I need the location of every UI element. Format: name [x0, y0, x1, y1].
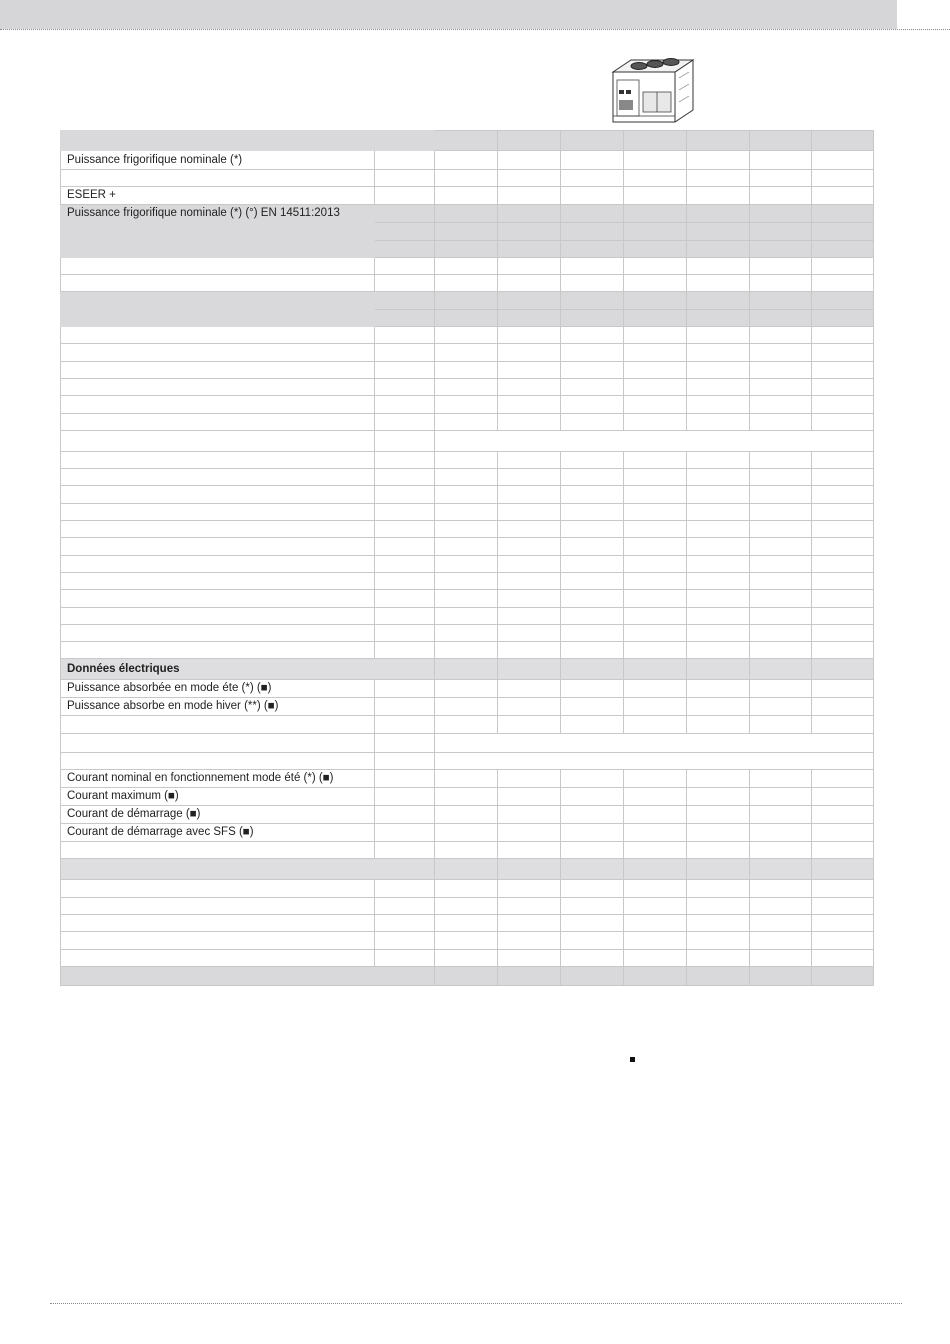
- table-row: [61, 430, 874, 451]
- specifications-table: [60, 130, 874, 986]
- section-header: [61, 859, 874, 880]
- table-row: [61, 607, 874, 624]
- table-row: [61, 170, 874, 187]
- table-row: [61, 733, 874, 752]
- table-row: [61, 716, 874, 733]
- table-row: [61, 187, 874, 205]
- header-rule: [0, 29, 950, 30]
- table-row: [61, 451, 874, 468]
- table-row: [61, 949, 874, 966]
- table-row: [61, 824, 874, 842]
- table-row: [61, 292, 874, 309]
- table-row: [61, 275, 874, 292]
- chiller-unit-icon: [605, 50, 701, 126]
- table-row: [61, 413, 874, 430]
- table-row: [61, 914, 874, 931]
- table-row: [61, 538, 874, 555]
- table-footer-row: [61, 966, 874, 985]
- table-row: [61, 327, 874, 344]
- table-row: [61, 361, 874, 378]
- table-row: [61, 555, 874, 572]
- table-row: [61, 205, 874, 223]
- table-row: [61, 309, 874, 326]
- table-row: [61, 396, 874, 413]
- row-label: Courant nominal en fonctionnement mode été (*) (■): [61, 770, 375, 788]
- table-row: [61, 486, 874, 503]
- table-row: [61, 932, 874, 949]
- table-row: [61, 806, 874, 824]
- row-label: Courant maximum (■): [61, 788, 375, 806]
- table-row: [61, 521, 874, 538]
- table-row: [61, 590, 874, 607]
- note-bullet-icon: [630, 1057, 635, 1062]
- table-row: [61, 344, 874, 361]
- row-label: Courant de démarrage avec SFS (■): [61, 824, 375, 842]
- row-label: Puissance absorbée en mode éte (*) (■): [61, 680, 375, 698]
- table-row: [61, 880, 874, 897]
- table-row: [61, 752, 874, 769]
- footer-rule: [50, 1303, 902, 1304]
- table-row: [61, 503, 874, 520]
- header-band: [0, 0, 897, 29]
- row-label: Courant de démarrage (■): [61, 806, 375, 824]
- table-row: [61, 698, 874, 716]
- section-header-electrical: Données électriques: [61, 659, 874, 680]
- table-row: [61, 240, 874, 257]
- table-row: [61, 897, 874, 914]
- table-row: [61, 788, 874, 806]
- table-row: [61, 770, 874, 788]
- table-row: [61, 572, 874, 589]
- table-row: [61, 223, 874, 240]
- table-header-row: [61, 131, 874, 151]
- table-row: [61, 642, 874, 659]
- table-row: [61, 469, 874, 486]
- row-label: Puissance frigorifique nominale (*): [61, 151, 375, 170]
- row-label: Puissance absorbe en mode hiver (**) (■): [61, 698, 375, 716]
- row-label: ESEER +: [61, 187, 375, 205]
- table-row: [61, 680, 874, 698]
- table-row: [61, 257, 874, 274]
- row-label: Puissance frigorifique nominale (*) (°) EN 14511:2013: [61, 205, 375, 223]
- table-row: [61, 378, 874, 395]
- table-row: [61, 842, 874, 859]
- table-row: [61, 624, 874, 641]
- table-row: [61, 151, 874, 170]
